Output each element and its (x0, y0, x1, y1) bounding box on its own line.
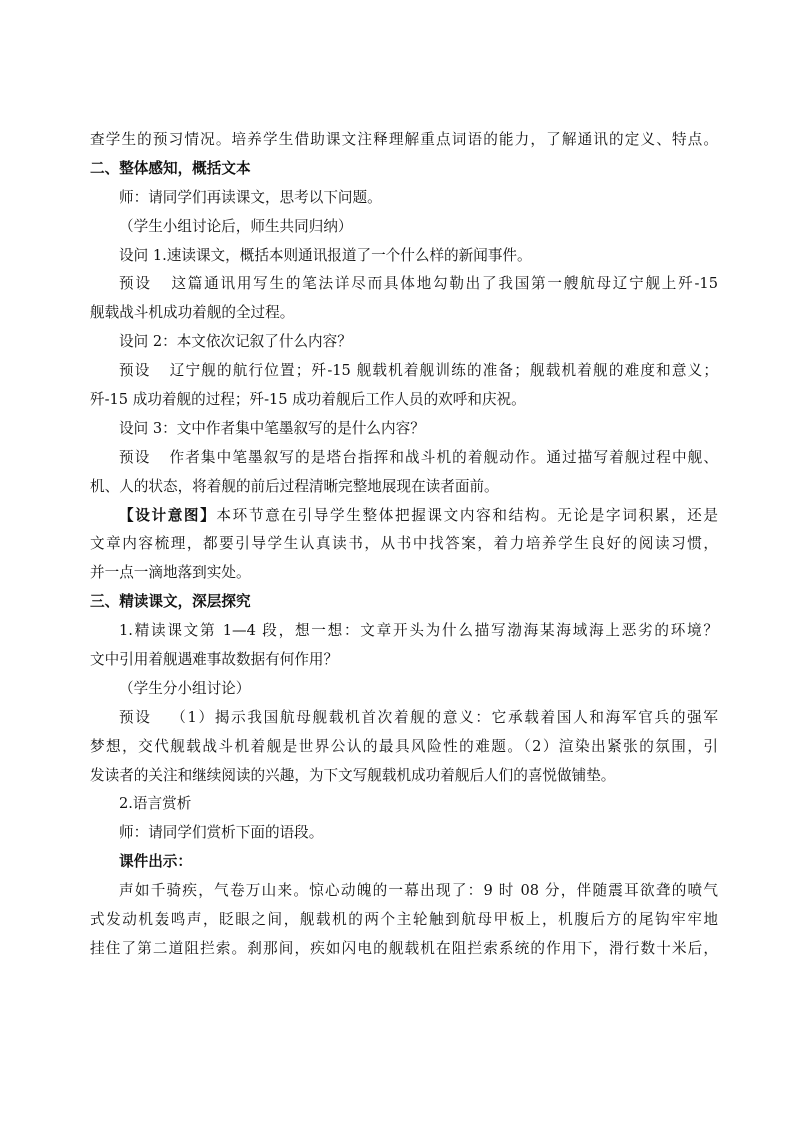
line-text: （1）揭示我国航母舰载机首次着舰的意义：它承载着国人和海军官兵的强军 (169, 708, 718, 726)
preset-label: 预设 (119, 448, 151, 466)
line-text: 本环节意在引导学生整体把握课文内容和结构。无论是字词积累，还是 (216, 506, 718, 524)
section-heading: 三、精读课文，深层探究 (90, 593, 251, 611)
text-line: 文中引用着舰遇难事故数据有何作用？ (90, 651, 339, 669)
text-line: 查学生的预习情况。培养学生借助课文注释理解重点词语的能力，了解通讯的定义、特点。 (90, 131, 718, 148)
text-line: 2.语言赏析 (119, 795, 192, 813)
text-line: 挂住了第二道阻拦索。刹那间，疾如闪电的舰载机在阻拦索系统的作用下，滑行数十米后， (90, 939, 718, 957)
text-line: 文章内容梳理，都要引导学生认真读书，从书中找答案，着力培养学生良好的阅读习惯， (90, 535, 718, 553)
section-heading: 二、整体感知，概括文本 (90, 159, 251, 177)
text-line: 师：请同学们赏析下面的语段。 (119, 824, 324, 842)
text-line: 发读者的关注和继续阅读的兴趣，为下文写舰载机成功着舰后人们的喜悦做铺垫。 (90, 766, 616, 784)
text-line: 并一点一滴地落到实处。 (90, 564, 251, 582)
design-intent-label: 【设计意图】 (119, 506, 217, 524)
line-text: 辽宁舰的航行位置；歼-15 舰载机着舰训练的准备；舰载机着舰的难度和意义； (168, 362, 718, 380)
text-line: （学生小组讨论后，师生共同归纳） (119, 217, 353, 235)
text-line: 师：请同学们再读课文，思考以下问题。 (119, 188, 382, 206)
text-line: （学生分小组讨论） (119, 679, 251, 697)
text-line: 歼-15 成功着舰的过程；歼-15 成功着舰后工作人员的欢呼和庆祝。 (90, 391, 526, 409)
preset-label: 预设 (119, 708, 152, 726)
text-line (90, 357, 718, 386)
line-text: 这篇通讯用写生的笔法详尽而具体地勾勒出了我国第一艘航母辽宁舰上歼-15 (169, 275, 718, 293)
text-line: 机、人的状态，将着舰的前后过程清晰完整地展现在读者面前。 (90, 477, 499, 495)
preset-label: 预设 (119, 362, 151, 380)
text-line: 声如千骑疾，气卷万山来。惊心动魄的一幕出现了：9 时 08 分，伴随震耳欲聋的喷气 (119, 882, 718, 900)
text-line: 设问 2：本文依次记叙了什么内容？ (119, 333, 352, 351)
text-line (90, 502, 718, 531)
section-heading: 课件出示： (119, 853, 192, 871)
preset-label: 预设 (119, 275, 152, 293)
line-text: 作者集中笔墨叙写的是塔台指挥和战斗机的着舰动作。通过描写着舰过程中舰、 (168, 448, 718, 466)
document-page (90, 126, 718, 964)
text-line (90, 444, 718, 473)
text-line (90, 270, 718, 299)
text-line (90, 704, 718, 733)
text-line: 设问 1.速读课文，概括本则通讯报道了一个什么样的新闻事件。 (119, 246, 532, 264)
text-line: 舰载战斗机成功着舰的全过程。 (90, 304, 295, 322)
text-line: 梦想，交代舰载战斗机着舰是世界公认的最具风险性的难题。（2）渲染出紧张的氛围，引 (90, 737, 718, 755)
text-line: 式发动机轰鸣声，眨眼之间，舰载机的两个主轮触到航母甲板上，机腹后方的尾钩牢牢地 (90, 911, 718, 929)
text-line: 设问 3：文中作者集中笔墨叙写的是什么内容？ (119, 419, 425, 437)
text-line: 1.精读课文第 1—4 段，想一想：文章开头为什么描写渤海某海域海上恶劣的环境？ (119, 622, 718, 640)
